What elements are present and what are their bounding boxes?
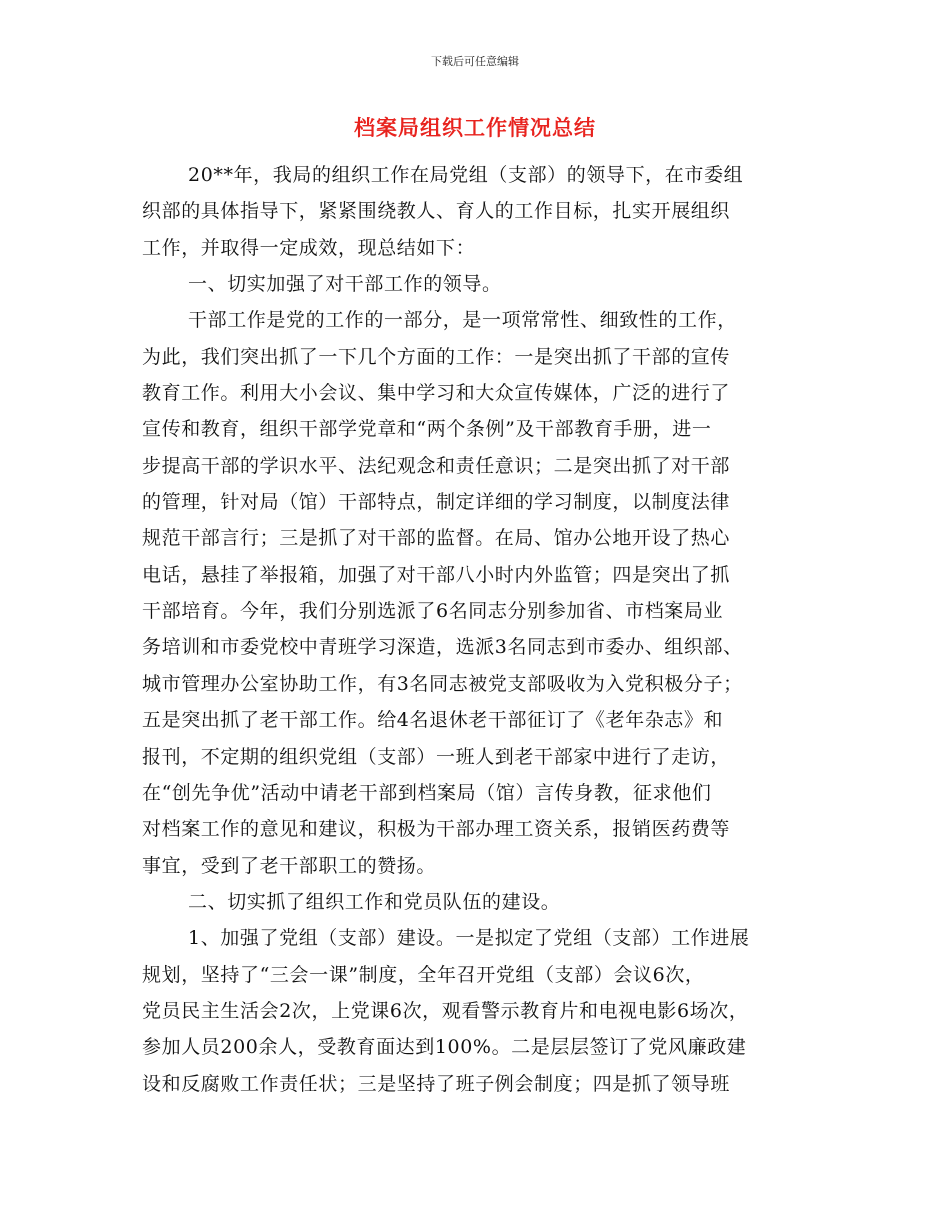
text-line: 报刊，不定期的组织党组（支部）一班人到老干部家中进行了走访， xyxy=(142,745,731,768)
document-body xyxy=(142,157,832,1102)
header-note: 下载后可任意编辑 xyxy=(431,55,519,68)
text-line: 织部的具体指导下，紧紧围绕教人、育人的工作目标，扎实开展组织 xyxy=(142,200,731,223)
text-line: 干部工作是党的工作的一部分，是一项常常性、细致性的工作， xyxy=(188,309,737,332)
text-line: 为此，我们突出抓了一下几个方面的工作：一是突出抓了干部的宣传 xyxy=(142,345,731,368)
text-line: 电话，悬挂了举报箱，加强了对干部八小时内外监管；四是突出了抓 xyxy=(142,563,731,586)
text-line: 城市管理办公室协助工作，有3名同志被党支部吸收为入党积极分子； xyxy=(142,672,743,695)
text-line: 对档案工作的意见和建议，积极为干部办理工资关系，报销医药费等 xyxy=(142,818,731,841)
text-line: 步提高干部的学识水平、法纪观念和责任意识；二是突出抓了对干部 xyxy=(142,454,731,477)
text-line: 规范干部言行；三是抓了对干部的监督。在局、馆办公地开设了热心 xyxy=(142,527,731,550)
document-title: 档案局组织工作情况总结 xyxy=(354,115,596,140)
text-line: 设和反腐败工作责任状；三是坚持了班子例会制度；四是抓了领导班 xyxy=(142,1072,731,1095)
text-line: 一、切实加强了对干部工作的领导。 xyxy=(188,273,502,296)
text-line: 参加人员200余人，受教育面达到100%。二是层层签订了党风廉政建 xyxy=(142,1036,747,1059)
text-line: 1、加强了党组（支部）建设。一是拟定了党组（支部）工作进展 xyxy=(188,927,750,950)
text-line: 事宜，受到了老干部职工的赞扬。 xyxy=(142,854,437,877)
text-line: 二、切实抓了组织工作和党员队伍的建设。 xyxy=(188,890,561,913)
text-line: 党员民主生活会2次，上党课6次，观看警示教育片和电视电影6场次， xyxy=(142,999,749,1022)
text-line: 教育工作。利用大小会议、集中学习和大众宣传媒体，广泛的进行了 xyxy=(142,382,731,405)
text-line: 宣传和教育，组织干部学党章和“两个条例”及干部教育手册，进一 xyxy=(142,418,712,441)
text-line: 务培训和市委党校中青班学习深造，选派3名同志到市委办、组织部、 xyxy=(142,636,743,659)
text-line: 工作，并取得一定成效，现总结如下： xyxy=(142,236,476,259)
text-line: 规划，坚持了“三会一课”制度，全年召开党组（支部）会议6次， xyxy=(142,963,705,986)
text-line: 五是突出抓了老干部工作。给4名退休老干部征订了《老年杂志》和 xyxy=(142,709,724,732)
text-line: 的管理，针对局（馆）干部特点，制定详细的学习制度，以制度法律 xyxy=(142,491,731,514)
text-line: 在“创先争优”活动中请老干部到档案局（馆）言传身教，征求他们 xyxy=(142,781,712,804)
text-line: 干部培育。今年，我们分别选派了6名同志分别参加省、市档案局业 xyxy=(142,600,724,623)
text-line: 20**年，我局的组织工作在局党组（支部）的领导下，在市委组 xyxy=(188,164,744,186)
